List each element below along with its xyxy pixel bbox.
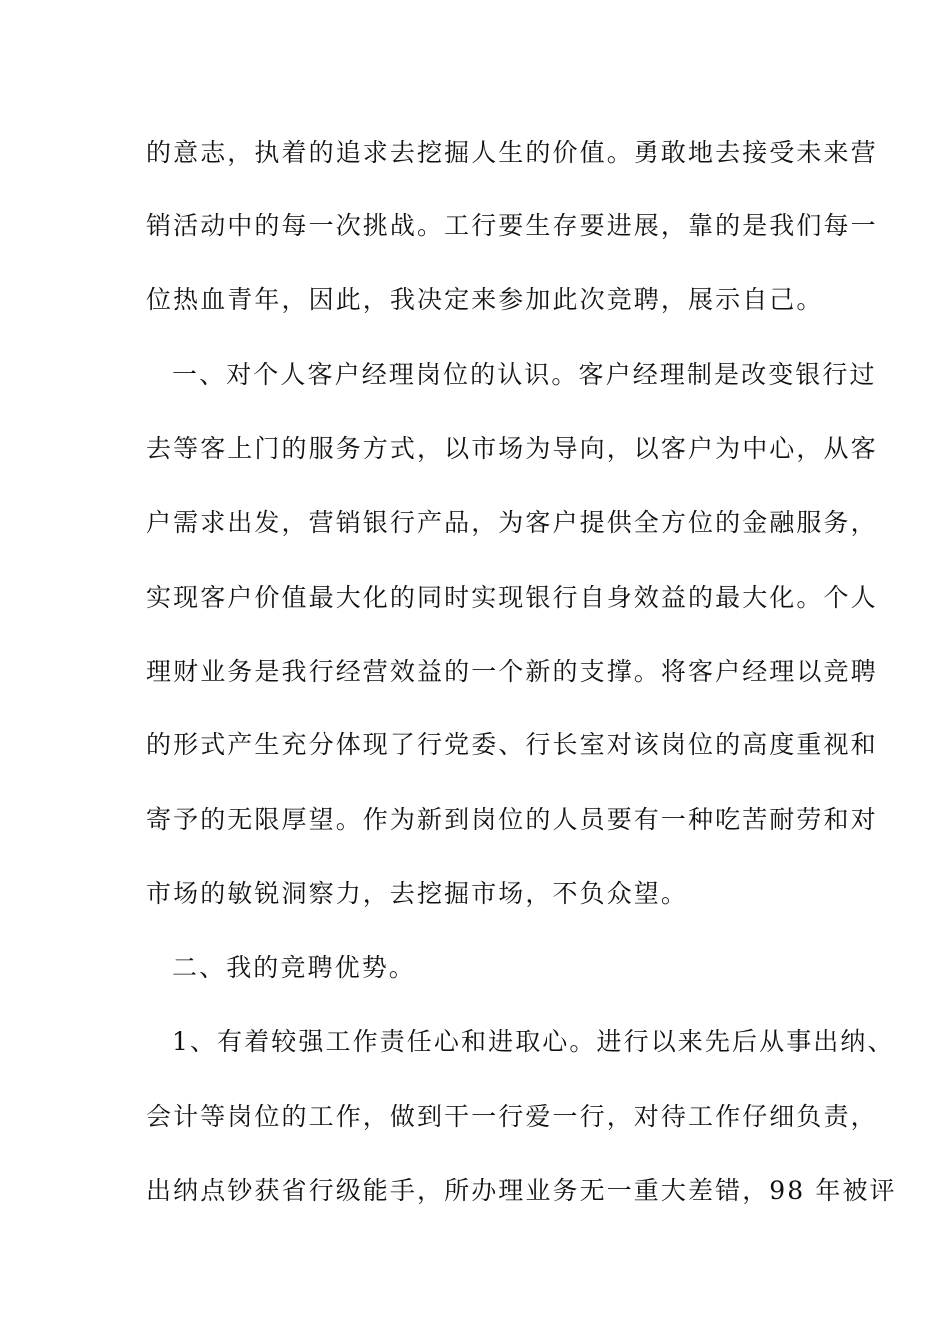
text-line: 销活动中的每一次挑战。工行要生存要进展，靠的是我们每一 [146,211,878,240]
text-line: 市场的敏锐洞察力，去挖掘市场，不负众望。 [146,879,689,908]
text-line: 实现客户价值最大化的同时实现银行自身效益的最大化。个人 [146,583,878,612]
text-line: 理财业务是我行经营效益的一个新的支撑。将客户经理以竞聘 [146,657,878,686]
text-line: 位热血青年，因此，我决定来参加此次竞聘，展示自己。 [146,285,824,314]
section-heading: 二、我的竞聘优势。 [172,953,416,982]
text-line: 户需求出发，营销银行产品，为客户提供全方位的金融服务， [146,508,878,537]
text-line: 的形式产生充分体现了行党委、行长室对该岗位的高度重视和 [146,730,878,759]
text-line: 寄予的无限厚望。作为新到岗位的人员要有一种吃苦耐劳和对 [146,805,878,834]
text-line: 去等客上门的服务方式，以市场为导向，以客户为中心，从客 [146,434,878,463]
text-line: 出纳点钞获省行级能手，所办理业务无一重大差错，98 年被评 [146,1176,897,1205]
paragraph-start-line: 一、对个人客户经理岗位的认识。客户经理制是改变银行过 [172,360,877,389]
text-line: 的意志，执着的追求去挖掘人生的价值。勇敢地去接受未来营 [146,138,878,167]
text-line: 会计等岗位的工作，做到干一行爱一行，对待工作仔细负责， [146,1102,878,1131]
paragraph-start-line: 1、有着较强工作责任心和进取心。进行以来先后从事出纳、 [172,1027,895,1056]
